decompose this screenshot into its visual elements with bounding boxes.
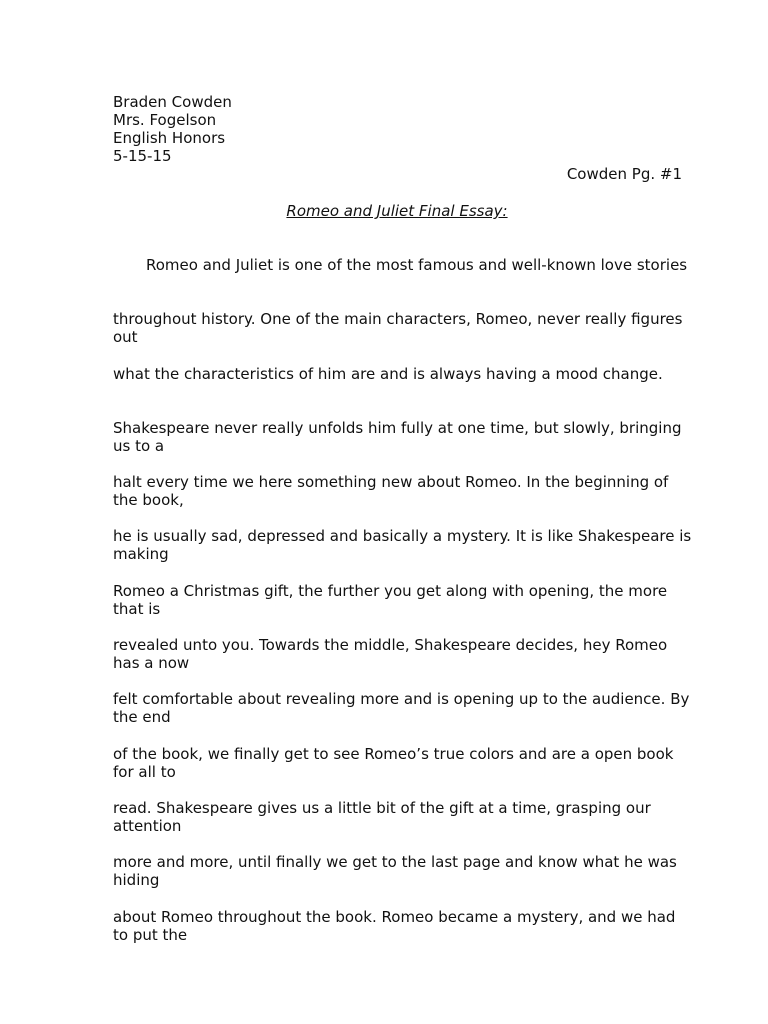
essay-line: Romeo a Christmas gift, the further you get along with opening, the more that is [113, 581, 668, 618]
essay-line: more and more, until finally we get to the last page and know what he was hiding [113, 853, 677, 890]
essay-line: revealed unto you. Towards the middle, Shakespeare decides, hey Romeo has a now [113, 636, 668, 673]
essay-line: about Romeo throughout the book. Romeo became a mystery, and we had to put the [113, 907, 676, 944]
teacher-name: Mrs. Fogelson [113, 111, 217, 129]
essay-line: Shakespeare never really unfolds him fully at one time, but slowly, bringing us to a [113, 418, 682, 455]
essay-line: read. Shakespeare gives us a little bit of the gift at a time, grasping our attention [113, 798, 651, 835]
essay-body [113, 256, 693, 962]
course-name: English Honors [113, 129, 226, 147]
essay-title: Romeo and Juliet Final Essay: [286, 202, 508, 220]
essay-line: what the characteristics of him are and is always having a mood change. [113, 364, 663, 383]
essay-date: 5-15-15 [113, 147, 172, 165]
essay-line: Romeo and Juliet is one of the most famous and well-known love stories [146, 256, 688, 274]
essay-line: felt comfortable about revealing more and is opening up to the audience. By the end [113, 690, 690, 727]
student-name: Braden Cowden [113, 93, 232, 111]
essay-line: he is usually sad, depressed and basically a mystery. It is like Shakespeare is making [113, 527, 692, 564]
essay-line: of the book, we finally get to see Romeo’s true colors and are a open book for all to [113, 744, 674, 781]
essay-heading-block [113, 93, 232, 165]
essay-line: throughout history. One of the main characters, Romeo, never really figures out [113, 310, 683, 347]
essay-line: halt every time we here something new about Romeo. In the beginning of the book, [113, 473, 669, 510]
page-number-label: Cowden Pg. #1 [566, 165, 682, 183]
